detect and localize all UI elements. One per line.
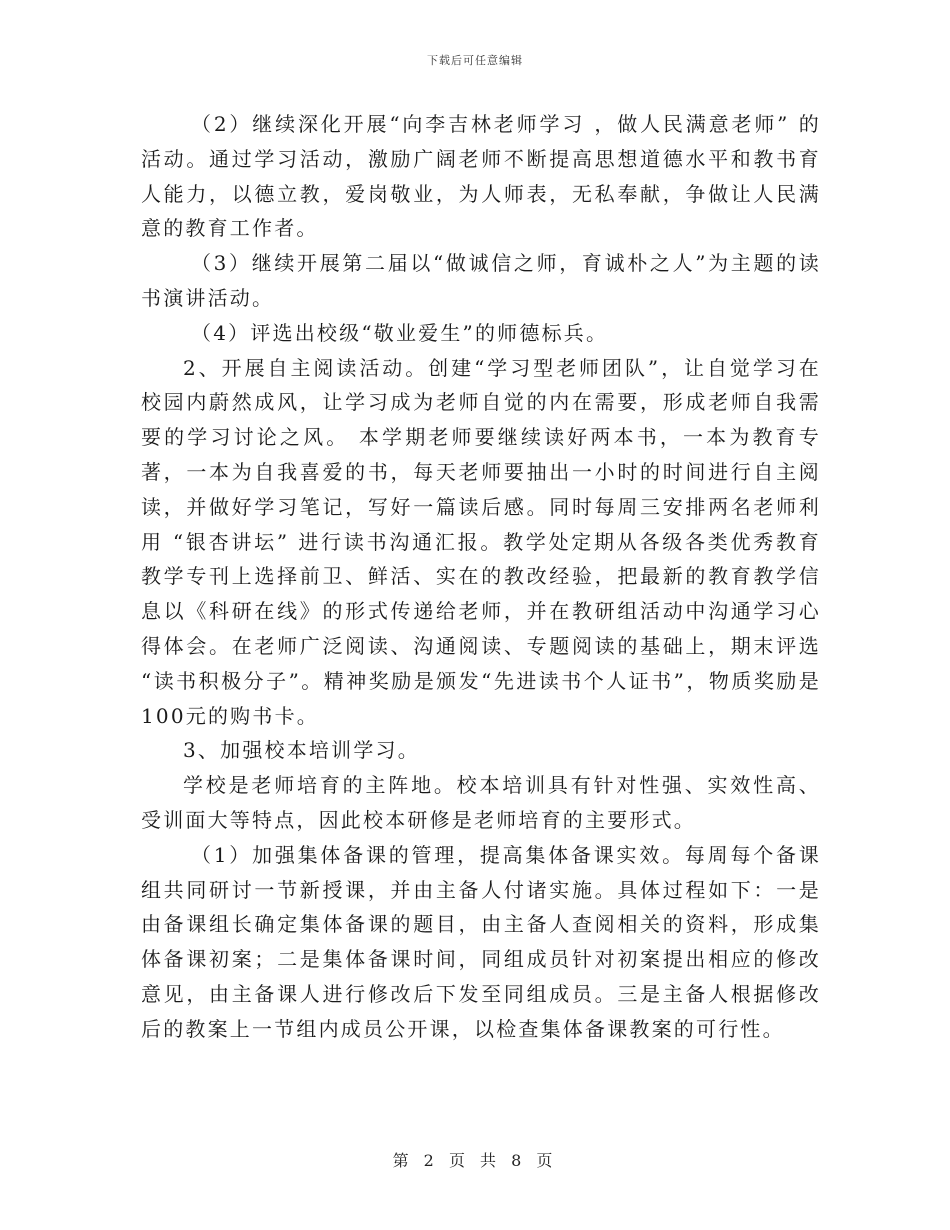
paragraph-school-training: 学校是老师培育的主阵地。校本培训具有针对性强、实效性高、受训面大等特点，因此校本研修是老师培育的主要形式。: [141, 773, 821, 832]
document-body: [141, 107, 821, 1047]
paragraph-section-3-heading: 3、加强校本培训学习。: [183, 738, 420, 763]
paragraph-item-2: （2）继续深化开展“向李吉林老师学习 ，做人民满意老师” 的活动。通过学习活动，激励广阔老师不断提高思想道德水平和教书育人能力，以德立教，爱岗敬业，为人师表，无私奉献，争做让人民满意的教育工作者。: [141, 112, 821, 241]
paragraph-item-3: （3）继续开展第二届以“做诚信之师，育诚朴之人”为主题的读书演讲活动。: [141, 251, 821, 310]
paragraph-collective-lesson-prep: （1）加强集体备课的管理，提高集体备课实效。每周每个备课组共同研讨一节新授课，并由主备人付诸实施。具体过程如下：一是由备课组长确定集体备课的题目，由主备人查阅相关的资料，形成集体备课初案；二是集体备课时间，同组成员针对初案提出相应的修改意见，由主备课人进行修改后下发至同组成员。三是主备人根据修改后的教案上一节组内成员公开课，以检查集体备课教案的可行性。: [141, 842, 821, 1041]
paragraph-item-4: （4）评选出校级“敬业爱生”的师德标兵。: [191, 320, 609, 345]
page-number-footer: 第 2 页 共 8 页: [392, 1151, 558, 1170]
paragraph-section-2: 2、开展自主阅读活动。创建“学习型老师团队”，让自觉学习在校园内蔚然成风，让学习成为老师自觉的内在需要，形成老师自我需要的学习讨论之风。 本学期老师要继续读好两本书，一本为教育专著，一本为自我喜爱的书，每天老师要抽出一小时的时间进行自主阅读，并做好学习笔记，写好一篇读后感。同时每周三安排两名老师利用 “银杏讲坛” 进行读书沟通汇报。教学处定期从各级各类优秀教育教学专刊上选择前卫、鲜活、实在的教改经验，把最新的教育教学信息以《科研在线》的形式传递给老师，并在教研组活动中沟通学习心得体会。在老师广泛阅读、沟通阅读、专题阅读的基础上，期末评选 “读书积极分子”。精神奖励是颁发“先进读书个人证书”，物质奖励是100元的购书卡。: [141, 355, 821, 728]
page-header: 下载后可任意编辑: [427, 54, 523, 67]
